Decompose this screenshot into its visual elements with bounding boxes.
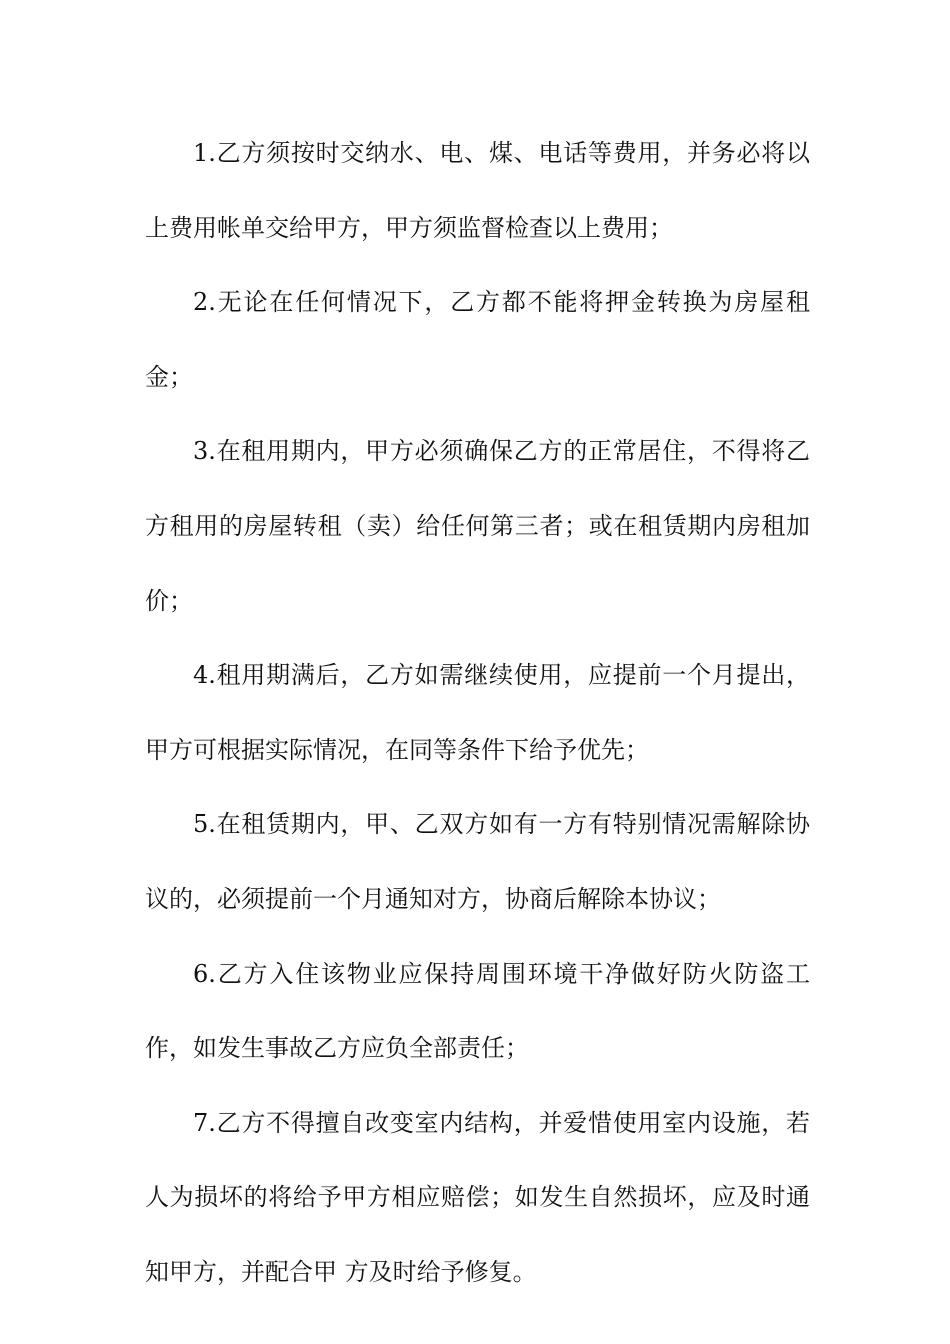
clause-3: 3.在租用期内，甲方必须确保乙方的正常居住，不得将乙方租用的房屋转租（卖）给任何第三者；或在租赁期内房租加价； (145, 437, 810, 615)
document-body (145, 116, 810, 1310)
clause-6: 6.乙方入住该物业应保持周围环境干净做好防火防盗工作，如发生事故乙方应负全部责任； (145, 959, 810, 1063)
clause-4: 4.租用期满后，乙方如需继续使用，应提前一个月提出，甲方可根据实际情况，在同等条件下给予优先； (145, 661, 810, 764)
clause-5: 5.在租赁期内，甲、乙双方如有一方有特别情况需解除协议的，必须提前一个月通知对方，协商后解除本协议； (145, 810, 810, 913)
clause-7: 7.乙方不得擅自改变室内结构，并爱惜使用室内设施，若人为损坏的将给予甲方相应赔偿；如发生自然损坏，应及时通知甲方，并配合甲 方及时给予修复。 (145, 1108, 810, 1286)
clause-2: 2.无论在任何情况下，乙方都不能将押金转换为房屋租金； (145, 288, 810, 391)
clause-1: 1.乙方须按时交纳水、电、煤、电话等费用，并务必将以上费用帐单交给甲方，甲方须监督检查以上费用； (145, 139, 810, 242)
